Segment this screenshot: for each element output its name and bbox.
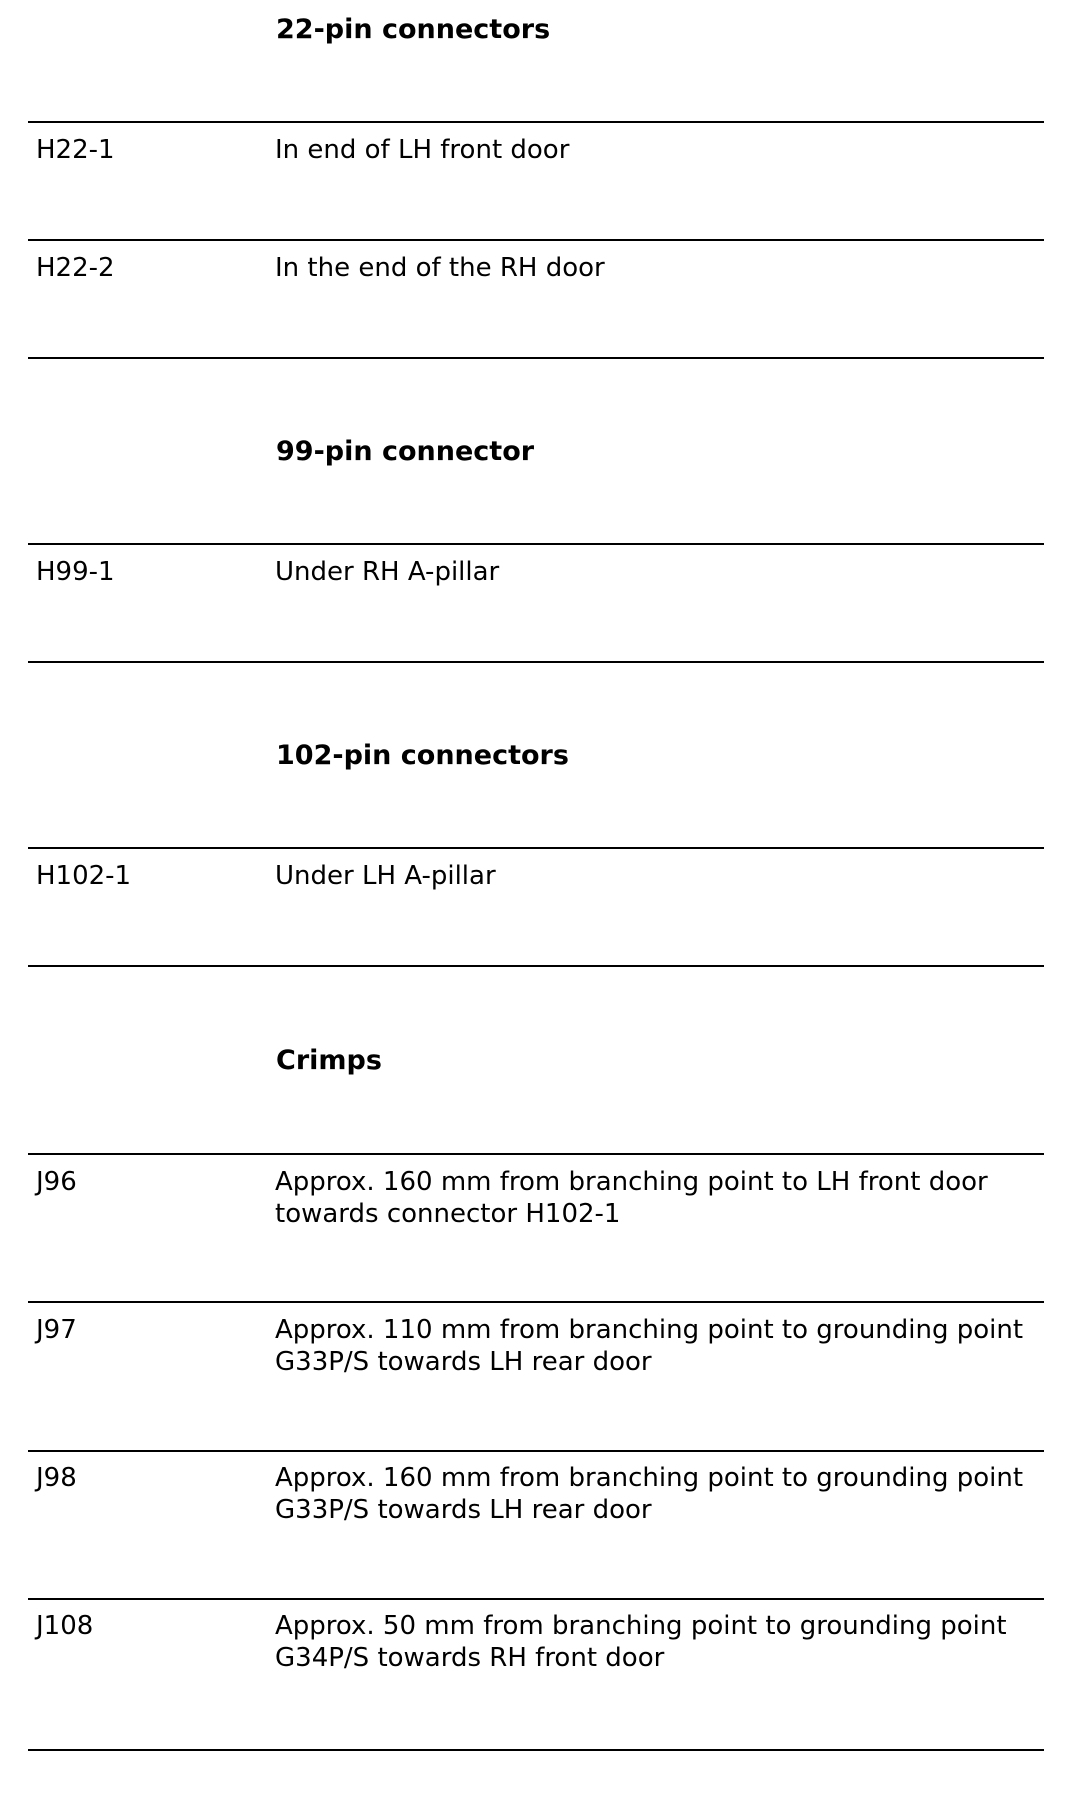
section-heading-102-pin: 102-pin connectors — [276, 740, 569, 771]
table-divider — [28, 661, 1044, 663]
crimp-location: Approx. 160 mm from branching point to grounding point G33P/S towards LH rear door — [275, 1463, 1024, 1525]
connector-code: H22-2 — [36, 253, 115, 283]
table-divider — [28, 1153, 1044, 1155]
section-heading-crimps: Crimps — [276, 1045, 382, 1076]
crimp-code: J108 — [36, 1611, 94, 1641]
connector-location: In the end of the RH door — [275, 253, 605, 283]
section-heading-99-pin: 99-pin connector — [276, 436, 535, 467]
crimp-code: J96 — [36, 1167, 77, 1197]
crimp-code: J98 — [36, 1463, 77, 1493]
crimp-location: Approx. 50 mm from branching point to grounding point G34P/S towards RH front door — [275, 1611, 1007, 1673]
connector-code: H102-1 — [36, 861, 132, 891]
connector-location: In end of LH front door — [275, 135, 570, 165]
section-heading-22-pin: 22-pin connectors — [276, 14, 551, 45]
connector-location: Under LH A-pillar — [275, 861, 496, 891]
table-divider — [28, 1749, 1044, 1751]
table-divider — [28, 965, 1044, 967]
table-divider — [28, 1301, 1044, 1303]
table-divider — [28, 1598, 1044, 1600]
table-divider — [28, 121, 1044, 123]
table-divider — [28, 357, 1044, 359]
crimp-location: Approx. 160 mm from branching point to LH front door towards connector H102-1 — [275, 1167, 988, 1229]
table-divider — [28, 543, 1044, 545]
table-divider — [28, 239, 1044, 241]
table-divider — [28, 847, 1044, 849]
table-divider — [28, 1450, 1044, 1452]
crimp-location: Approx. 110 mm from branching point to grounding point G33P/S towards LH rear door — [275, 1315, 1024, 1377]
connector-code: H99-1 — [36, 557, 115, 587]
crimp-code: J97 — [36, 1315, 77, 1345]
connector-location: Under RH A-pillar — [275, 557, 500, 587]
connector-code: H22-1 — [36, 135, 115, 165]
